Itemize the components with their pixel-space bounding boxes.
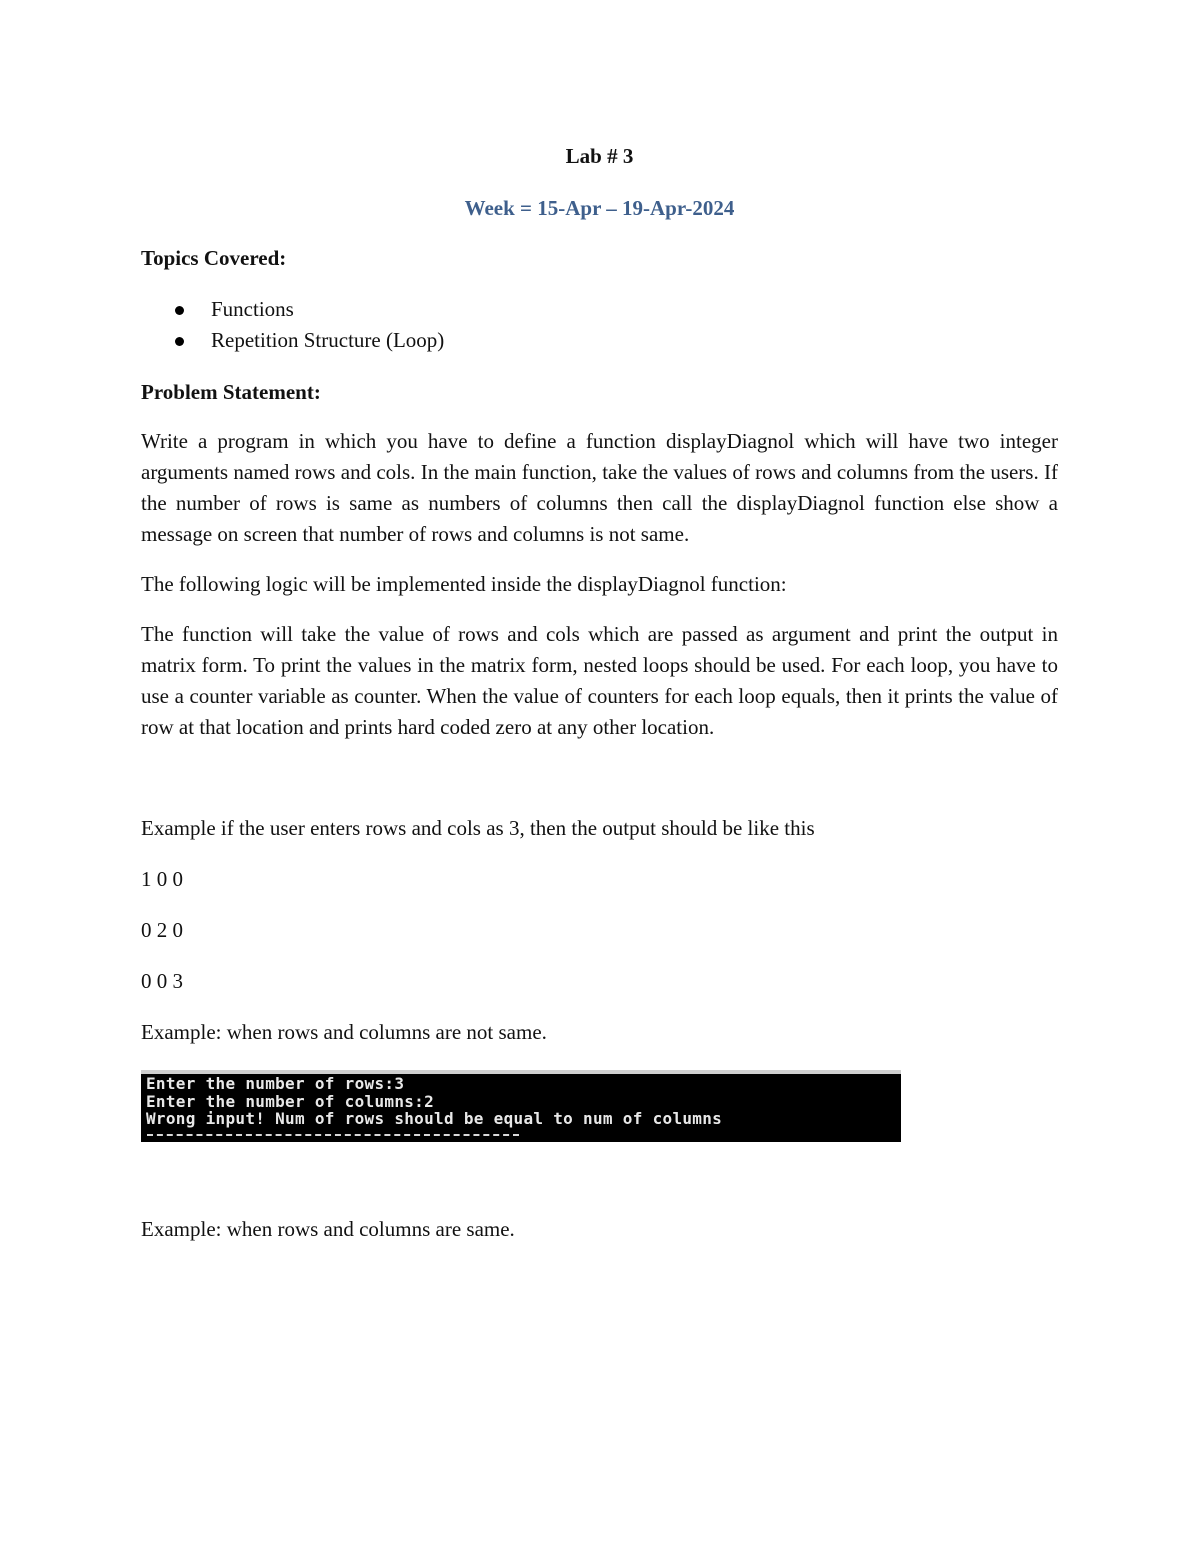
week-range: Week = 15-Apr – 19-Apr-2024 [464,196,735,220]
topic-item [141,325,1058,356]
logic-intro-paragraph: The following logic will be implemented inside the displayDiagnol function: [141,572,787,596]
console-line: Enter the number of columns:2 [146,1091,435,1111]
example-not-same: Example: when rows and columns are not same. [141,1020,547,1044]
topic-label: Repetition Structure (Loop) [211,328,445,352]
problem-paragraph: Write a program in which you have to define a function displayDiagnol which will have two integer arguments named rows and cols. In the main function, take the values of rows and columns from the users. If the number of rows is same as numbers of columns then call the displayDiagnol function else show a message on screen that number of rows and columns is not same. [141,429,1058,546]
console-line: Wrong input! Num of rows should be equal to num of columns [146,1109,723,1128]
matrix-row: 1 0 0 [141,867,183,891]
topic-label: Functions [211,297,294,321]
example-same: Example: when rows and columns are same. [141,1217,515,1241]
matrix-row: 0 0 3 [141,969,183,993]
bullet-icon [175,306,184,315]
matrix-row: 0 2 0 [141,918,183,942]
topics-heading: Topics Covered: [141,246,287,270]
blank-space [141,743,1058,793]
bullet-icon [175,337,184,346]
topic-item [141,294,1058,325]
console-divider [147,1134,519,1136]
console-line: Enter the number of rows:3 [146,1074,405,1093]
problem-heading: Problem Statement: [141,380,321,404]
example-intro: Example if the user enters rows and cols as 3, then the output should be like this [141,816,815,840]
logic-paragraph: The function will take the value of rows and cols which are passed as argument and print the output in matrix form. To print the values in the matrix form, nested loops should be used. For each loop, you have to use a counter variable as counter. When the value of counters for each loop equals, then it prints the value of row at that location and prints hard coded zero at any other location. [141,622,1058,739]
console-screenshot [141,1070,901,1142]
document-content [141,142,1058,1266]
topics-list [141,294,1058,356]
lab-title: Lab # 3 [565,144,634,168]
